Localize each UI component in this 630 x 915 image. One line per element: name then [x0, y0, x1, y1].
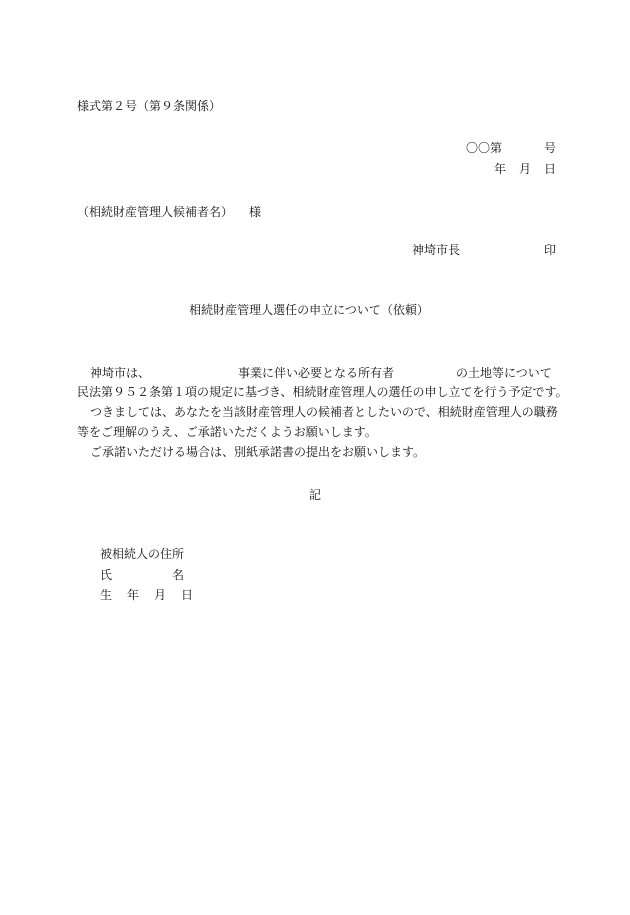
sender-title: 神埼市長 — [411, 243, 460, 257]
item-deceased-address: 被相続人の住所 — [100, 547, 185, 561]
form-label: 様式第２号（第９条関係） — [77, 99, 222, 113]
document-number-prefix: 〇〇第 — [465, 141, 502, 155]
subject-title — [0, 302, 630, 318]
document-number — [466, 140, 556, 156]
item-birth-3: 月 — [154, 588, 167, 602]
item-birth-4: 日 — [181, 588, 194, 602]
date-month-label: 月 — [518, 162, 531, 176]
body-line-4: 等をご理解のうえ、ご承諾いただくようお願いします。 — [77, 425, 377, 439]
sender-seal: 印 — [543, 243, 556, 257]
date-year-label: 年 — [493, 162, 506, 176]
body-line-2: 民法第９５２条第１項の規定に基づき、相続財産管理人の選任の申し立てを行う予定です。 — [77, 385, 568, 399]
item-birth-1: 生 — [100, 588, 113, 602]
body-line-1-c: の土地等について — [456, 366, 552, 380]
body-line-1-b: 事業に伴い必要となる所有者 — [238, 366, 395, 380]
body-line-1-a: 神埼市は、 — [90, 366, 151, 380]
addressee — [77, 204, 261, 220]
sender — [412, 242, 556, 258]
body-line-1 — [90, 365, 552, 381]
document-number-suffix: 号 — [543, 141, 556, 155]
addressee-honorific: 様 — [249, 205, 262, 219]
item-name-label-2: 名 — [172, 568, 185, 582]
item-name — [100, 567, 184, 583]
date-day-label: 日 — [543, 162, 556, 176]
ki-heading: 記 — [308, 488, 321, 502]
document-date — [494, 161, 556, 177]
addressee-name: （相続財産管理人候補者名） — [77, 205, 234, 219]
body-line-3: つきましては、あなたを当該財産管理人の候補者としたいので、相続財産管理人の職務 — [90, 405, 558, 419]
item-birthdate — [100, 587, 193, 603]
body-line-5: ご承諾いただける場合は、別紙承諾書の提出をお願いします。 — [90, 445, 426, 459]
item-birth-2: 年 — [127, 588, 140, 602]
subject-text: 相続財産管理人選任の申立について（依頼） — [189, 303, 429, 317]
item-name-label-1: 氏 — [100, 568, 113, 582]
